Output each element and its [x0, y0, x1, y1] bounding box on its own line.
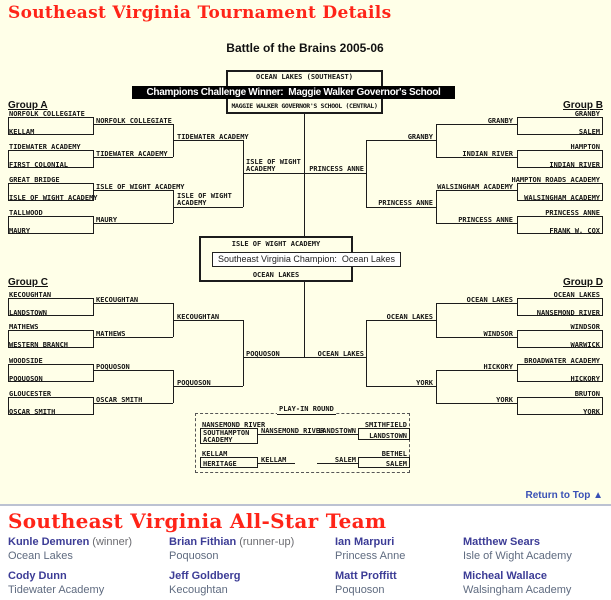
allstar-member [463, 535, 611, 563]
team-label: BROADWATER ACADEMY [524, 357, 600, 365]
team-label: WESTERN BRANCH [9, 341, 69, 349]
member-name-text: Micheal Wallace [463, 570, 547, 582]
team-label: YORK [416, 379, 433, 387]
bracket-line-v [436, 124, 437, 157]
team-label: YORK [496, 396, 513, 404]
member-name [169, 569, 329, 583]
allstar-member [463, 569, 611, 597]
team-label: SALEM [334, 456, 356, 464]
team-label: GLOUCESTER [9, 390, 52, 398]
team-label: OCEAN LAKES [553, 291, 600, 299]
playin-title: PLAY-IN ROUND [279, 405, 334, 413]
team-label: TALLWOOD [9, 209, 43, 217]
member-name [8, 535, 168, 549]
team-label: KECOUGHTAN [177, 313, 220, 321]
allstar-member [8, 569, 168, 597]
team-label: POQUOSON [96, 363, 130, 371]
team-label: KECOUGHTAN [96, 296, 139, 304]
allstar-member [169, 569, 329, 597]
team-label: GRANBY [487, 117, 513, 125]
team-label: PRINCESS ANNE [458, 216, 513, 224]
team-label: NORFOLK COLLEGIATE [96, 117, 172, 125]
champion-banner: Southeast Virginia Champion: Ocean Lakes [212, 252, 401, 267]
team-label: OSCAR SMITH [96, 396, 143, 404]
team-label: NANSEMOND RIVER [261, 427, 325, 435]
team-label: MAURY [96, 216, 118, 224]
champion-finalist-bottom: OCEAN LAKES [252, 271, 300, 279]
member-name-text: Matt Proffitt [335, 570, 397, 582]
finalist-label: OCEAN LAKES [317, 350, 364, 358]
team-label: BETHEL [381, 450, 407, 458]
team-label: ISLE OF WIGHT ACADEMY [96, 183, 185, 191]
team-label: KECOUGHTAN [9, 291, 52, 299]
allstar-member [8, 535, 168, 563]
team-label: INDIAN RIVER [462, 150, 513, 158]
member-name-text: Kunle Demuren [8, 536, 90, 548]
team-label: HICKORY [570, 375, 600, 383]
team-label: ISLE OF WIGHT ACADEMY [9, 194, 98, 202]
return-to-top-label: Return to Top [525, 490, 591, 501]
team-label: YORK [583, 408, 600, 416]
member-school: Princess Anne [335, 550, 406, 562]
team-label: GRANBY [407, 133, 433, 141]
team-label: SALEM [578, 128, 600, 136]
bracket-line-v [436, 190, 437, 223]
bracket-line-v [366, 140, 367, 207]
return-to-top-link[interactable] [526, 490, 604, 501]
group-a-heading: Group A [8, 100, 48, 111]
team-label: WOODSIDE [9, 357, 43, 365]
member-school: Poquoson [335, 584, 385, 596]
team-label: WALSINGHAM ACADEMY [524, 194, 600, 202]
allstar-heading: Southeast Virginia All-Star Team [8, 509, 387, 533]
team-label: LANDSTOWN [9, 309, 47, 317]
team-label: GREAT BRIDGE [9, 176, 60, 184]
team-label: HAMPTON [570, 143, 600, 151]
team-label: WALSINGHAM ACADEMY [437, 183, 513, 191]
member-name [8, 569, 168, 583]
team-label: POQUOSON [9, 375, 43, 383]
team-label: MATHEWS [9, 323, 39, 331]
champions-top-label: OCEAN LAKES (SOUTHEAST) [256, 73, 353, 81]
member-note: (winner) [92, 536, 133, 548]
bracket-title: Battle of the Brains 2005-06 [226, 41, 384, 55]
member-school: Ocean Lakes [8, 550, 73, 562]
team-label: ISLE OF WIGHT ACADEMY [177, 192, 232, 207]
group-d-heading: Group D [563, 277, 603, 288]
team-label: NANSEMOND RIVER [536, 309, 600, 317]
member-school: Walsingham Academy [463, 584, 572, 596]
member-name-text: Brian Fithian [169, 536, 237, 548]
team-label: SMITHFIELD [364, 421, 407, 429]
finalist-label: ISLE OF WIGHT ACADEMY [246, 158, 301, 173]
champion-finalist-top: ISLE OF WIGHT ACADEMY [231, 240, 321, 248]
finalist-label: PRINCESS ANNE [309, 165, 364, 173]
bracket-line-h [366, 207, 436, 208]
team-label: GRANBY [574, 110, 600, 118]
member-school: Poquoson [169, 550, 219, 562]
group-b-heading: Group B [563, 100, 603, 111]
team-label: MAURY [9, 227, 31, 235]
member-name [463, 535, 611, 549]
allstar-member [169, 535, 329, 563]
team-label: SALEM [385, 460, 407, 468]
team-label: NANSEMOND RIVER [202, 421, 266, 429]
member-name-text: Ian Marpuri [335, 536, 395, 548]
up-triangle-icon: ▲ [593, 490, 603, 501]
champions-bottom-label: MAGGIE WALKER GOVERNOR'S SCHOOL (CENTRAL) [231, 102, 378, 110]
bracket-line-v [436, 370, 437, 403]
team-label: WARWICK [570, 341, 600, 349]
team-label: FIRST COLONIAL [9, 161, 69, 169]
team-label: SOUTHAMPTON ACADEMY [203, 429, 250, 444]
team-label: TIDEWATER ACADEMY [9, 143, 81, 151]
team-label: LANDSTOWN [369, 432, 407, 440]
group-c-heading: Group C [8, 277, 48, 288]
member-name [169, 535, 329, 549]
team-label: OCEAN LAKES [466, 296, 513, 304]
team-label: TIDEWATER ACADEMY [96, 150, 168, 158]
member-name-text: Matthew Sears [463, 536, 541, 548]
member-school: Kecoughtan [169, 584, 228, 596]
bracket-line-h [173, 207, 243, 208]
bracket-line-v [366, 320, 367, 386]
team-label: HAMPTON ROADS ACADEMY [511, 176, 600, 184]
champions-challenge-banner: Champions Challenge Winner: Maggie Walker Governor's School [132, 86, 455, 99]
member-name [463, 569, 611, 583]
bracket-line-v [243, 320, 244, 386]
team-label: KELLAM [261, 456, 287, 464]
page-title: Southeast Virginia Tournament Details [8, 3, 392, 23]
team-label: PRINCESS ANNE [378, 199, 433, 207]
team-label: WINDSOR [570, 323, 600, 331]
member-school: Isle of Wight Academy [463, 550, 572, 562]
team-label: MATHEWS [96, 330, 126, 338]
team-label: KELLAM [9, 128, 35, 136]
team-label: HICKORY [483, 363, 513, 371]
team-label: NORFOLK COLLEGIATE [9, 110, 85, 118]
team-label: POQUOSON [177, 379, 211, 387]
member-name-text: Jeff Goldberg [169, 570, 241, 582]
member-note: (runner-up) [239, 536, 295, 548]
team-label: BRUTON [574, 390, 600, 398]
team-label: TIDEWATER ACADEMY [177, 133, 249, 141]
team-label: WINDSOR [483, 330, 513, 338]
bracket-line-v [304, 114, 305, 236]
team-label: LANDSTOWN [318, 427, 356, 435]
member-name-text: Cody Dunn [8, 570, 67, 582]
team-label: FRANK W. COX [549, 227, 600, 235]
bracket-line-v [304, 282, 305, 357]
team-label: PRINCESS ANNE [545, 209, 600, 217]
team-label: INDIAN RIVER [549, 161, 600, 169]
team-label: HERITAGE [203, 460, 237, 468]
member-school: Tidewater Academy [8, 584, 105, 596]
finalist-label: POQUOSON [246, 350, 280, 358]
team-label: KELLAM [202, 450, 228, 458]
team-label: OCEAN LAKES [386, 313, 433, 321]
team-label: OSCAR SMITH [9, 408, 56, 416]
bracket-line-v [436, 303, 437, 337]
